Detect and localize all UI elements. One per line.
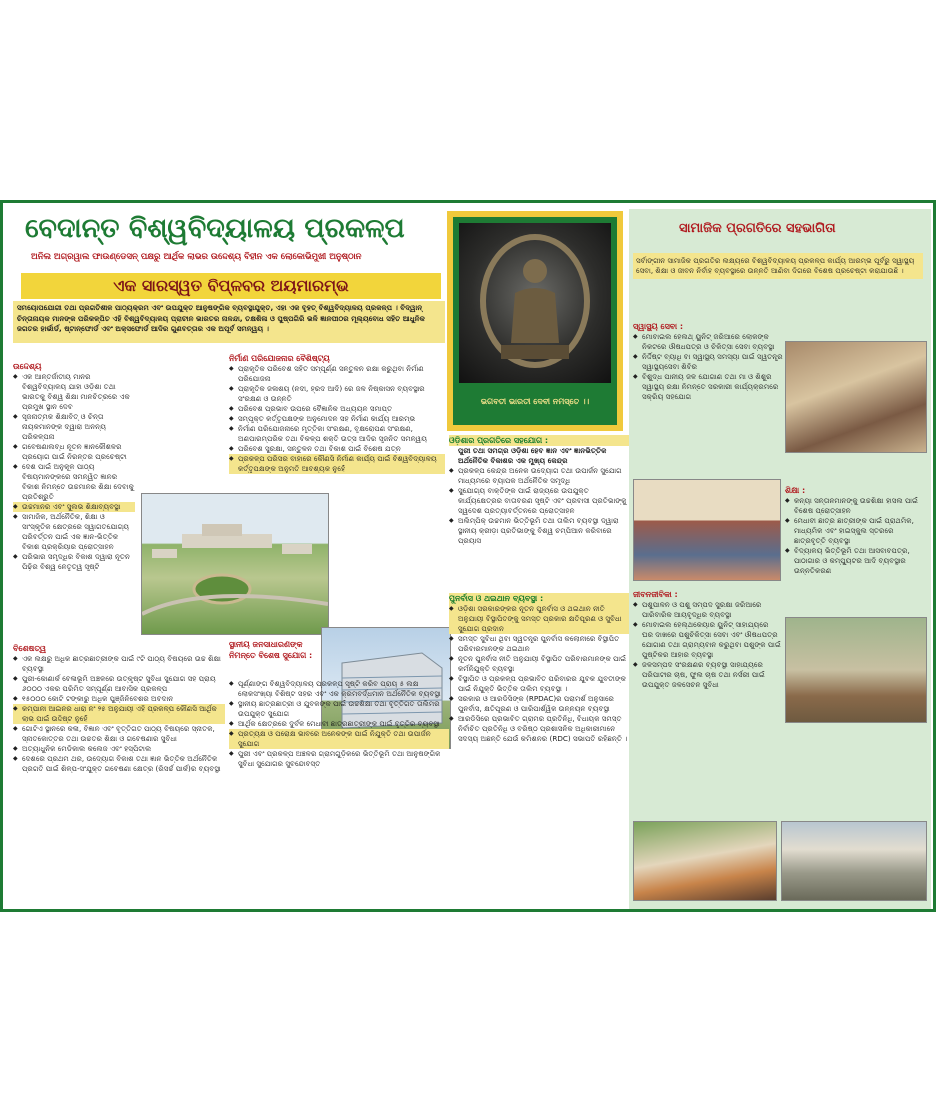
list-item: ◆ ପରିବେଶ ସୁରକ୍ଷା, ସନ୍ତୁଳନ ତଥା ବିକାଶ ପାଇଁ ବିଶେଷ ଯତ୍ନ — [229, 444, 445, 454]
statue-image — [459, 223, 611, 383]
odisha-list — [449, 466, 629, 546]
list-item: ◆ ପ୍ରତ୍ୟକ୍ଷ ଓ ପରୋକ୍ଷ ଭାବରେ ଅନେକଙ୍କ ପାଇଁ ନିଯୁକ୍ତି ତଥା ଉପାର୍ଜନ ସୁଯୋଗ — [229, 729, 449, 749]
list-item: ◆ ଅଲିମ୍ପିକ୍ ଉଚ୍ଚମାନ ଭିତ୍ତିଭୂମି ତଥା ତାଲିମ ବ୍ୟବସ୍ଥା ଦ୍ୱାରା ସ୍ଥାନୀୟ କ୍ରୀଡ଼ା ପ୍ରତିଭାଙ୍କୁ ବିଶ୍ୱ ଚମ୍ପିଆନ କରିବାରେ ପ୍ରୟାସ — [449, 516, 629, 546]
education-section — [785, 485, 927, 576]
list-item: ◆ ମୋବାଇଲ ହେଲଥ୍ ୟୁନିଟ୍ ଜରିଆରେ ଲୋକଙ୍କ ନିକଟରେ ଔଷଧପତ୍ର ଓ ଚିକିତ୍ସା ସେବା ବ୍ୟବସ୍ଥା — [633, 332, 783, 352]
list-item: ◆ ବିଦ୍ୟାଳୟ ଭିତ୍ତିଭୂମି ତଥା ଆସବାବପତ୍ର, ପାଠାଗାର ଓ କମ୍ପ୍ୟୁଟର ଆଦି ବ୍ୟବସ୍ଥାର ଉନ୍ନତିକରଣ — [785, 546, 927, 576]
list-item: ◆ ପୁରୀ-କୋଣାର୍କ ବେଳାଭୂମି ଅଞ୍ଚଳରେ ଉତ୍କୃଷ୍ଟ ସୁବିଧା ସୁଯୋଗ ସହ ପ୍ରାୟ ୬୦୦୦ ଏକର ପରିମିତ ସମ୍ପୂର୍ଣ୍ଣ ଆବାସିକ ପ୍ରକଳ୍ପ — [13, 674, 225, 694]
list-item: ◆ ଗବେଷଣାଲବ୍ଧ ନୂତନ ଜ୍ଞାନକୌଶଳର ପ୍ରୟୋଗ ପାଇଁ ନିରନ୍ତର ପ୍ରଚେଷ୍ଟା — [13, 442, 135, 462]
list-item: ◆ ଗୋଟିଏ ସ୍ଥାନରେ କଳା, ବିଜ୍ଞାନ ଏବଂ ବୃତ୍ତିଗତ ପାଠ୍ୟ ବିଷୟରେ ସ୍ନାତକ, ସ୍ନାତକୋତ୍ତର ତଥା ଉଚ୍ଚତର ଶିକ୍ଷା ଓ ଗବେଷଣାର ସୁବିଧା — [13, 724, 225, 744]
list-item: ◆ ନୂତନ ପୁନର୍ବାସ ନୀତି ଅନୁଯାୟୀ ବିସ୍ଥାପିତ ପରିବାରମାନଙ୍କ ପାଇଁ କର୍ମନିଯୁକ୍ତି ବ୍ୟବସ୍ଥା — [449, 654, 629, 674]
statue-panel — [447, 211, 623, 431]
purpose-list — [13, 372, 135, 572]
rehab-section — [449, 593, 629, 744]
purpose-section — [13, 361, 135, 572]
rehab-heading: ପୁନର୍ବାସ ଓ ଥଇଥାନ ବ୍ୟବସ୍ଥା : — [449, 593, 629, 604]
list-item: ◆ ଓଡ଼ିଶା ସରକାରଙ୍କର ନୂତନ ପୁନର୍ବାସ ଓ ଥଇଥାନ ନୀତି ଅନୁଯାୟୀ ବିସ୍ଥାପିତଙ୍କୁ ସମସ୍ତ ପ୍ରକାର କ୍ଷତିପୂରଣ ଓ ସୁବିଧା ସୁଯୋଗ ପ୍ରଦାନ — [449, 604, 629, 634]
statue-illustration — [459, 223, 611, 383]
statue-caption: ଭଗବତୀ ଭାରତୀ ଦେବୀ ନମସ୍ତେ ।। — [480, 397, 590, 406]
list-item: ◆ ଉଚ୍ଚମାନର ଏବଂ ସୁଲଭ ଶିକ୍ଷାବ୍ୟବସ୍ଥା — [13, 502, 135, 512]
livelihood-list — [633, 600, 781, 690]
list-item: ◆ ଦେଶ ପାଇଁ ଅନୁକୂଳ ପାଠ୍ୟ ବିଷୟମାନଙ୍କରେ ସମନ୍ୱିତ ଜ୍ଞାନର ବିକାଶ ନିମନ୍ତେ ଉଚ୍ଚମାନର ଶିକ୍ଷା ଦେବାକୁ ପ୍ରତିଶ୍ରୁତି — [13, 462, 135, 502]
locals-section — [229, 639, 321, 661]
list-item: ◆ ପ୍ରକଳ୍ପ କେନ୍ଦ୍ର ଅନେକ ଉଦ୍ୟୋଗ ତଥା ଉପାର୍ଜନ ସୁଯୋଗ ମାଧ୍ୟମରେ ବ୍ୟାପକ ଅର୍ଥନୈତିକ ସମୃଦ୍ଧି — [449, 466, 629, 486]
list-item: ◆ କମ୍ପାନୀ ଆଇନର ଧାରା ନଂ ୨୫ ଅନୁଯାୟୀ ଏହି ପ୍ରକଳ୍ପ କୌଣସି ଆର୍ଥିକ ଲାଭ ପାଇଁ ଉଦ୍ଦିଷ୍ଟ ନୁହେଁ — [13, 704, 225, 724]
list-item: ◆ ପରିଭାର ସମୃଦ୍ଧିର ବିକାଶ ଦ୍ୱାରା ନୂତନ ପିଢ଼ିର ବିଶ୍ୱ ନେତୃତ୍ୱ ସୃଷ୍ଟି — [13, 552, 135, 572]
features-section — [13, 643, 225, 774]
list-item: ◆ ପୂର୍ଣ୍ଣାଙ୍ଗ ବିଶ୍ୱବିଦ୍ୟାଳୟ ପ୍ରକଳ୍ପ ସୃଷ୍ଟି କରିବ ପ୍ରାୟ ୫ ଲକ୍ଷ ଲୋକସଂଖ୍ୟା ବିଶିଷ୍ଟ ସହର ଏବଂ ଏକ କ୍ରମବର୍ଦ୍ଧମାନ ଅର୍ଥନୈତିକ ବ୍ୟବସ୍ଥା — [229, 679, 449, 699]
veterinary-photo — [785, 617, 927, 723]
list-item: ◆ ପ୍ରକଳ୍ପ ପରିସର ବାହାରେ କୌଣସି ନିର୍ମାଣ କାର୍ଯ୍ୟ ପାଇଁ ବିଶ୍ୱବିଦ୍ୟାଳୟ କର୍ତ୍ତୃପକ୍ଷଙ୍କ ଅନୁମତି ଆବଶ୍ୟକ ନୁହେଁ — [229, 454, 445, 474]
features-list — [13, 654, 225, 774]
list-item: ◆ ନିର୍ଦ୍ଦିଷ୍ଟ ବ୍ୟାଧି ବା ସ୍ୱାସ୍ଥ୍ୟ ସମସ୍ୟା ପାଇଁ ସ୍ୱତନ୍ତ୍ର ସ୍ୱାସ୍ଥ୍ୟସେବା ଶିବିର — [633, 352, 783, 372]
education-list — [785, 496, 927, 576]
campus-aerial-illustration — [142, 494, 328, 634]
subtitle: ଅନିଲ ଅଗ୍ରୱାଲ ଫାଉଣ୍ଡେସନ୍ ପକ୍ଷରୁ ଆର୍ଥିକ ଲାଭର ଉଦ୍ଦେଶ୍ୟ ବିହୀନ ଏକ ଲୋକୋଭିମୁଖୀ ଅନୁଷ୍ଠାନ — [31, 252, 362, 262]
health-heading: ସ୍ୱାସ୍ଥ୍ୟ ସେବା : — [633, 322, 684, 331]
livelihood-heading: ଜୀବନଜୀବିକା : — [633, 590, 678, 599]
community-meeting-photo — [633, 821, 777, 901]
education-heading: ଶିକ୍ଷା : — [785, 486, 806, 495]
list-item: ◆ ଏକ ଆନ୍ତର୍ଜାତୀୟ ମାନର ବିଶ୍ୱବିଦ୍ୟାଳୟ ଯାହା ଓଡ଼ିଶା ତଥା ଭାରତକୁ ବିଶ୍ୱ ଶିକ୍ଷା ମାନଚିତ୍ରରେ ଏକ ପ୍ରମୁଖ ସ୍ଥାନ ଦେବ — [13, 372, 135, 412]
list-item: ◆ ପ୍ରାକୃତିକ ଜଳାଶୟ (ନଦୀ, ହ୍ରଦ ଆଦି) ରେ ଜଳ ନିଷ୍କାସନ ବ୍ୟବସ୍ଥାର ସଂରକ୍ଷଣ ଓ ଉନ୍ନତି — [229, 384, 445, 404]
livelihood-section — [633, 589, 781, 690]
list-item: ◆ ପ୍ରାକୃତିକ ପରିବେଶ ସହିତ ସମ୍ପୂର୍ଣ୍ଣ ସନ୍ତୁଳନ ରକ୍ଷା କରୁଥିବା ନିର୍ମାଣ ପରିଯୋଜନା — [229, 364, 445, 384]
odisha-section — [449, 435, 629, 546]
list-item: ◆ ଏକ ଲକ୍ଷରୁ ଅଧିକ ଛାତ୍ରଛାତ୍ରୀଙ୍କ ପାଇଁ ୯ଟି ପାଠ୍ୟ ବିଷୟରେ ଉଚ୍ଚ ଶିକ୍ଷା ବ୍ୟବସ୍ଥା — [13, 654, 225, 674]
list-item: ◆ ବିଶୁଦ୍ଧ ପାନୀୟ ଜଳ ଯୋଗାଣ ତଥା ମା ଓ ଶିଶୁର ସ୍ୱାସ୍ଥ୍ୟ ରକ୍ଷା ନିମନ୍ତେ ସରକାରୀ କାର୍ଯ୍ୟକ୍ରମରେ ସକ୍ରିୟ ସହଯୋଗ — [633, 372, 783, 402]
advertisement-page — [0, 200, 936, 912]
main-title: ବେଦାନ୍ତ ବିଶ୍ୱବିଦ୍ୟାଳୟ ପ୍ରକଳ୍ପ — [25, 213, 405, 244]
list-item: ◆ ସୃଜନାତ୍ମକ ଶିକ୍ଷାବିତ୍ ଓ ଚିନ୍ତା ନାୟକମାନଙ୍କ ଦ୍ୱାରା ଅନନ୍ୟ ପରିକଳ୍ପନା — [13, 412, 135, 442]
list-item: ◆ ଜଳସମ୍ପଦ ସଂରକ୍ଷଣର ବ୍ୟବସ୍ଥା ସାହାଯ୍ୟରେ ପରିପାଟୀର ଚାଷ, ଫୁଲ ଚାଷ ତଥା ନର୍ସରୀ ପାଇଁ ଉପଯୁକ୍ତ ଜଳସେଚନ ସୁବିଧା — [633, 660, 781, 690]
list-item: ◆ ଆରଡିସିରେ ପ୍ରଭାବିତ ଗ୍ରାମର ପ୍ରତିନିଧି, ବିଧାୟକ ସମସ୍ତ ନିର୍ବାଚିତ ପ୍ରତିନିଧି ଓ ବରିଷ୍ଠ ପ୍ରଶାସନିକ ଅଧିକାରୀମାନେ ସଦସ୍ୟ ଅଛନ୍ତି ଯେଉଁ କମିଶନର (RDC) ସଭାପତି ରହିଛନ୍ତି । — [449, 714, 629, 744]
health-camp-photo — [785, 341, 927, 453]
construction-section — [229, 353, 445, 474]
campus-aerial-image — [141, 493, 329, 635]
locals-list — [229, 679, 449, 769]
health-list — [633, 332, 783, 402]
list-item: ◆ ପୁରୀ ଏବଂ ପ୍ରକଳ୍ପ ଅଞ୍ଚଳର ଗ୍ରାମଗୁଡ଼ିକରେ ଭିତ୍ତିଭୂମି ତଥା ଆନୁଷଙ୍ଗିକ ସୁବିଧା ସୁଯୋଗର ସୁବନ୍ଦୋବସ୍ତ — [229, 749, 449, 769]
list-item: ◆ ମେଧାବୀ ଛାତ୍ର ଛାତ୍ରୀଙ୍କ ପାଇଁ ପ୍ରାଥମିକ, ମାଧ୍ୟମିକ ଏବଂ ହାଇସ୍କୁଲ ସ୍ତରରେ ଛାତ୍ରବୃତ୍ତି ବ୍ୟବସ୍ଥା — [785, 516, 927, 546]
list-item: ◆ ନିର୍ମାଣ ପରିଯୋଜନାରେ ମୃତ୍ତିକା ସଂରକ୍ଷଣ, ବୃକ୍ଷରୋପଣ ସଂରକ୍ଷଣ, ଅଣପାରମ୍ପରିକ ତଥା ବିକଳ୍ପ ଶକ୍ତି ଉତ୍ସ ଆଦିର ସୃଜନିତ ସମନ୍ୱୟ — [229, 424, 445, 444]
list-item: ◆ ପଶୁପାଳନ ଓ ପଶୁ ସମ୍ପଦ ସୁରକ୍ଷା ଜରିଆରେ ପାରିବାରିକ ଆୟବୃଦ୍ଧିର ବ୍ୟବସ୍ଥା — [633, 600, 781, 620]
list-item: ◆ ସୁଯୋଗ୍ୟ ବାକ୍ତିଙ୍କ ପାଇଁ ରାଜ୍ୟରେ ଉପଯୁକ୍ତ କାର୍ଯ୍ୟକ୍ଷେତ୍ରର ବାତାବରଣ ସୃଷ୍ଟି ଏବଂ ପ୍ରବାସୀ ପ୍ରତିଭାଙ୍କୁ ସ୍ୱଦେଶ ପ୍ରତ୍ୟାବର୍ତ୍ତନରେ ପ୍ରୋତ୍ସାହନ — [449, 486, 629, 516]
locals-body — [229, 679, 449, 769]
construction-heading: ନିର୍ମାଣ ପରିଯୋଜନାର ବୈଶିଷ୍ଟ୍ୟ — [229, 354, 330, 363]
odisha-heading: ଓଡ଼ିଶାର ପ୍ରଗତିରେ ସହଯୋଗ : — [449, 435, 629, 446]
social-title: ସାମାଜିକ ପ୍ରଗତିରେ ସହଭାଗିତା — [679, 221, 836, 236]
list-item: ◆ ସରକାର ଓ ଆରଡିସିଙ୍କ (RPDAC)ର ପରାମର୍ଶ ଅନୁସାରେ ପୁନର୍ବାସ, କ୍ଷତିପୂରଣ ଓ ପାରିପାର୍ଶ୍ୱିକ ଉନ୍ନୟନ ବ୍ୟବସ୍ଥା — [449, 694, 629, 714]
banner: ଏକ ସାରସ୍ୱତ ବିପ୍ଳବର ଅୟମାରମ୍ଭ — [21, 273, 441, 299]
scholarship-photo — [633, 479, 781, 581]
features-heading: ବିଶେଷତ୍ୱ — [13, 644, 47, 653]
purpose-heading: ଉଦ୍ଦେଶ୍ୟ — [13, 362, 42, 371]
villagers-photo — [781, 821, 927, 901]
list-item: ◆ କନ୍ୟା ସନ୍ତାନମାନଙ୍କୁ ଉଚ୍ଚଶିକ୍ଷା ହାସଲ ପାଇଁ ବିଶେଷ ପ୍ରୋତ୍ସାହନ — [785, 496, 927, 516]
list-item: ◆ ସମସ୍ତ ସୁବିଧା ଥିବା ସ୍ୱତନ୍ତ୍ର ପୁନର୍ବାସ କଲୋନୀରେ ବିସ୍ଥାପିତ ପରିବାରମାନଙ୍କ ଥଇଥାନ — [449, 634, 629, 654]
social-panel — [629, 209, 931, 909]
list-item: ◆ ଦେଶରେ ପ୍ରଥମ ଥର, ଉଦ୍ୟୋଗ ବିକାଶ ତଥା ଜ୍ଞାନ ଭିତ୍ତିକ ଅର୍ଥନୈତିକ ପ୍ରଗତି ପାଇଁ ଶିଳ୍ପ-ସଂଯୁକ୍ତ ଗବେଷଣା କ୍ଷେତ୍ର (ରିସର୍ଚ୍ଚ ପାର୍କ)ର ବ୍ୟବସ୍ଥା — [13, 754, 225, 774]
intro-paragraph: ସମୟୋପଯୋଗୀ ତଥା ପ୍ରଗତିଶୀଳ ପାଠ୍ୟକ୍ରମ ଏବଂ ଉପଯୁକ୍ତ ଆନୁଷଙ୍ଗିକ ବ୍ୟବସ୍ଥାଯୁକ୍ତ, ଏହା ଏକ ବୃହତ୍ ବିଶ୍ୱବିଦ୍ୟାଳୟ ପ୍ରକଳ୍ପ । ବିଦ୍ୱାନ୍ ଚିନ୍ତାନାୟକ ମାନଙ୍କ ପରିକଳ୍ପିତ ଏହି ବିଶ୍ୱବିଦ୍ୟାଳୟ ପ୍ରାଚୀନ ଭାରତର ନାଳନ୍ଦା, ତକ୍ଷଶିଳା ଓ ପୁଷ୍ପଗିରି ଭଳି ଜ୍ଞାନପୀଠର ମୂଲ୍ୟବୋଧ ସହିତ ଆଧୁନିକ ଜଗତର ହାର୍ଭାର୍ଡ, ଷ୍ଟାନ୍‌ଫୋର୍ଡ ଏବଂ ଅକ୍ସଫୋର୍ଡ ଆଦିର ଗୁଣବତ୍ତାର ଏକ ଅପୂର୍ବ ସମନ୍ୱୟ । — [13, 301, 445, 343]
construction-list — [229, 364, 445, 474]
list-item: ◆ ପରିବେଶ ପ୍ରଭାବ ଉପରେ ବୈଜ୍ଞାନିକ ଅଧ୍ୟୟନ ସମାପ୍ତ — [229, 404, 445, 414]
health-section — [633, 321, 783, 402]
list-item: ◆ ବିସ୍ଥାପିତ ଓ ପ୍ରକଳ୍ପ ପ୍ରଭାବିତ ପରିବାରର ଯୁବକ ଯୁବତୀଙ୍କ ପାଇଁ ନିଯୁକ୍ତି ଭିତ୍ତିକ ତାଲିମ ବ୍ୟବସ୍ଥା । — [449, 674, 629, 694]
rehab-list — [449, 604, 629, 744]
list-item: ◆ ସାମାଜିକ, ଅର୍ଥନୈତିକ, ଶିକ୍ଷା ଓ ସାଂସ୍କୃତିକ କ୍ଷେତ୍ରରେ ସ୍ୱାଗତଯୋଗ୍ୟ ପରିବର୍ତ୍ତନ ପାଇଁ ଏକ ଜ୍ଞାନ-ଭିତ୍ତିକ ବିକାଶ ପ୍ରକ୍ରିୟାର ପ୍ରୋତ୍ସାହନ — [13, 512, 135, 552]
list-item: ◆ ୧୫୦୦୦ କୋଟି ଟଙ୍କାରୁ ଅଧିକ ପୁଞ୍ଜିନିବେଶର ଅବଦାନ — [13, 694, 225, 704]
list-item: ◆ ଆର୍ଥିକ କ୍ଷେତ୍ରରେ ଦୁର୍ବଳ ମେଧାବୀ ଛାତ୍ରଛାତ୍ରୀଙ୍କ ପାଇଁ ବୃତ୍ତିର ବ୍ୟବସ୍ଥା — [229, 719, 449, 729]
list-item: ◆ ସମ୍ପୃକ୍ତ କର୍ତ୍ତୃପକ୍ଷଙ୍କ ଅନୁମୋଦନ ସହ ନିର୍ମାଣ କାର୍ଯ୍ୟ ଆରମ୍ଭ — [229, 414, 445, 424]
list-item: ◆ ସ୍ଥାନୀୟ ଛାତ୍ରଛାତ୍ରୀ ଓ ଯୁବକଙ୍କ ପାଇଁ ଉଚ୍ଚଶିକ୍ଷା ତଥା ବୃତ୍ତିଗତ ତାଲିମର ଉପଯୁକ୍ତ ସୁଯୋଗ — [229, 699, 449, 719]
odisha-lead: ପୁରୀ ତଥା ସମଗ୍ର ଓଡ଼ିଶା ହେବ ଜ୍ଞାନ ଏବଂ ଜ୍ଞାନଭିତ୍ତିକ ଅର୍ଥନୈତିକ ବିକାଶର ଏକ ମୁଖ୍ୟ କେନ୍ଦ୍ର — [458, 446, 607, 465]
list-item: ◆ ମୋବାଇଲ ହେଲ୍ଥକେୟାର ୟୁନିଟ୍ ସାହାଯ୍ୟରେ ଘର ଦାଖରେ ପଶୁଚିକିତ୍ସା ସେବା ଏବଂ ଔଷଧପତ୍ର ଯୋଗାଣ ତଥା ଗ୍ରାମ୍ୟବାନ କରୁଥିବା ପଶୁଙ୍କ ପାଇଁ ପୁଷ୍ଟିକର ଆହାର ବ୍ୟବସ୍ଥା — [633, 620, 781, 660]
locals-heading: ସ୍ଥାନୀୟ ଜନସାଧାରଣଙ୍କ ନିମନ୍ତେ ବିଶେଷ ସୁଯୋଗ : — [229, 640, 313, 660]
social-intro: ସର୍ବାଙ୍ଗୀନ ସାମାଜିକ ପ୍ରଗତିର ଲକ୍ଷ୍ୟରେ ବିଶ୍ୱବିଦ୍ୟାଳୟ ପ୍ରକଳ୍ପ କାର୍ଯ୍ୟ ଆରମ୍ଭ ପୂର୍ବରୁ ସ୍ୱାସ୍ଥ୍ୟ ସେବା, ଶିକ୍ଷା ଓ ଜୀବନ ନିର୍ବାହ ବ୍ୟବସ୍ଥାରେ ଉନ୍ନତି ଆଣିବା ଦିଗରେ ବିଶେଷ ପ୍ରଚେଷ୍ଟା କରାଯାଉଛି । — [633, 253, 923, 279]
list-item: ◆ ଅତ୍ୟାଧୁନିକ ମେଡିକାଲ କଲେଜ ଏବଂ ହସ୍ପିଟାଲ — [13, 744, 225, 754]
